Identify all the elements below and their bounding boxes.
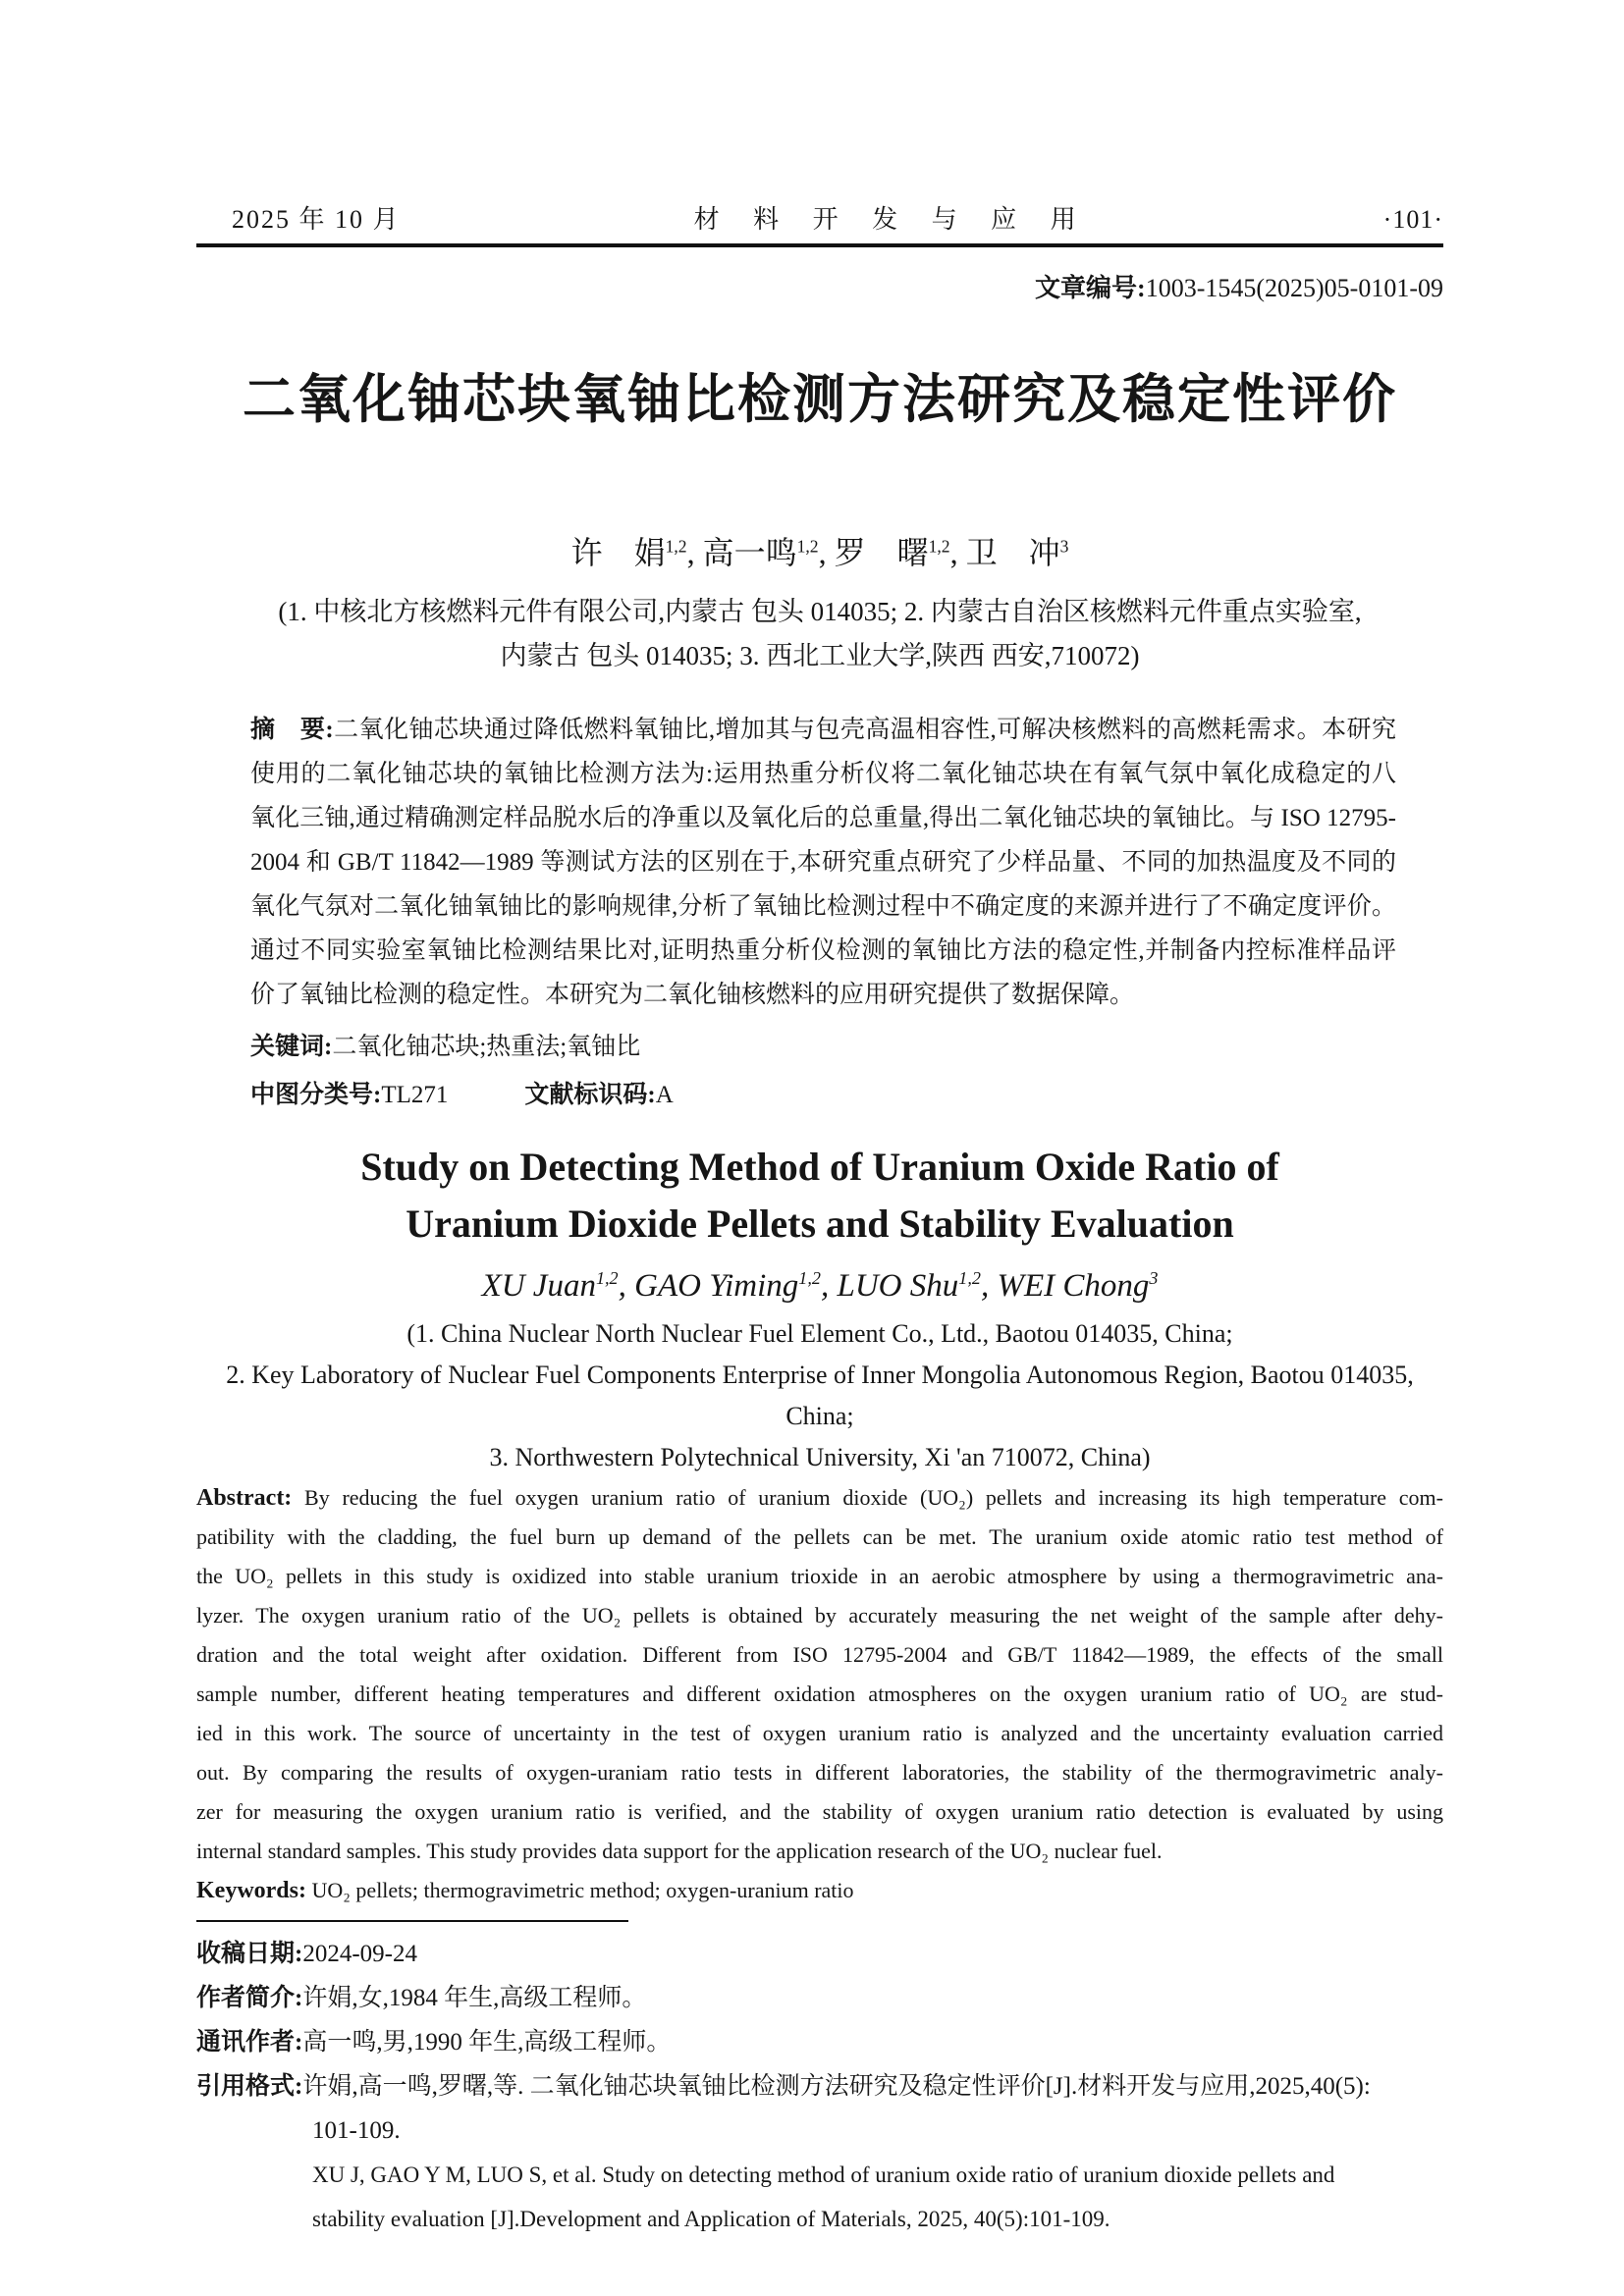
cn-author-affil-sup: 3 [1059, 536, 1069, 556]
en-author-separator: , [820, 1267, 838, 1304]
page-content [196, 202, 1443, 2241]
en-article-title [196, 1139, 1443, 1253]
cn-affiliation-line: 内蒙古 包头 014035; 3. 西北工业大学,陕西 西安,710072) [500, 640, 1140, 670]
cn-abstract-first-text: 二氧化铀芯块通过降低燃料氧铀比,增加其与包壳高温相容性,可解决核燃料的高燃耗需求。本研究 [333, 716, 1396, 743]
en-author-name: LUO Shu [837, 1267, 959, 1304]
running-head [196, 202, 1443, 247]
en-abstract-line: dration and the total weight after oxidation. Different from ISO 12795-2004 and GB/T 11842—1989, the effects of the small [196, 1641, 1443, 1667]
cn-article-title: 二氧化铀芯块氧铀比检测方法研究及稳定性评价 [243, 370, 1397, 429]
cn-author-name: 高一鸣 [702, 534, 797, 570]
corresponding-author-value: 高一鸣,男,1990 年生,高级工程师。 [302, 2028, 672, 2056]
cn-author-affil-sup: 1,2 [665, 536, 687, 556]
en-affiliation-line: 2. Key Laboratory of Nuclear Fuel Components Enterprise of Inner Mongolia Autonomous Region, Baotou 014035, China; [226, 1360, 1414, 1430]
en-author [482, 1268, 635, 1304]
en-affiliation-line: 3. Northwestern Polytechnical University, Xi 'an 710072, China) [489, 1442, 1151, 1471]
footnote-divider [196, 1920, 628, 1922]
author-bio-label: 作者简介: [196, 1984, 303, 2011]
cn-keywords-value: 二氧化铀芯块;热重法;氧铀比 [332, 1033, 641, 1060]
en-author-name: WEI Chong [997, 1267, 1150, 1304]
cn-clc-line [250, 1073, 1396, 1117]
en-affiliation-line: (1. China Nuclear North Nuclear Fuel Element Co., Ltd., Baotou 014035, China; [406, 1318, 1233, 1348]
cn-keywords-line [250, 1025, 1396, 1069]
author-bio-value: 许娟,女,1984 年生,高级工程师。 [302, 1984, 647, 2011]
en-author-name: GAO Yiming [634, 1267, 799, 1304]
en-abstract-first-text: By reducing the fuel oxygen uranium ratio of uranium dioxide (UO₂) pellets and increasing its high temperature com- [292, 1484, 1443, 1510]
en-abstract-line: out. By comparing the results of oxygen-uraniam ratio tests in different laboratories, the stability of the thermogravimetric analy- [196, 1759, 1443, 1785]
cn-author-name: 卫 冲 [965, 534, 1060, 570]
en-author-name: XU Juan [481, 1267, 596, 1304]
en-abstract-line: the UO₂ pellets in this study is oxidized into stable uranium trioxide in an aerobic atmosphere by using a thermogravimetric ana- [196, 1563, 1443, 1588]
issue-date: 2025 年 10 月 [232, 205, 401, 234]
cn-abstract-line: 氧化三铀,通过精确测定样品脱水后的净重以及氧化后的总重量,得出二氧化铀芯块的氧铀比。与 ISO 12795- [250, 804, 1396, 831]
cn-abstract-line: 氧化气氛对二氧化铀氧铀比的影响规律,分析了氧铀比检测过程中不确定度的来源并进行了不确定度评价。 [250, 892, 1396, 920]
en-author-affil-sup: 3 [1149, 1267, 1159, 1288]
en-keywords-label: Keywords: [196, 1877, 306, 1903]
en-abstract-line: lyzer. The oxygen uranium ratio of the UO₂ pellets is obtained by accurately measuring the net weight of the sample after dehy- [196, 1602, 1443, 1628]
citation-cn-line1 [196, 2064, 1443, 2109]
article-number-line [196, 273, 1443, 304]
citation-en-line2: stability evaluation [J].Development and Application of Materials, 2025, 40(5):101-109. [312, 2206, 1110, 2231]
cn-abstract-line: 2004 和 GB/T 11842—1989 等测试方法的区别在于,本研究重点研究了少样品量、不同的加热温度及不同的 [250, 848, 1396, 876]
page-number: ·101· [1382, 205, 1443, 234]
citation-label: 引用格式: [196, 2072, 303, 2100]
cn-abstract-last-line: 价了氧铀比检测的稳定性。本研究为二氧化铀核燃料的应用研究提供了数据保障。 [250, 981, 1135, 1008]
cn-abstract-label: 摘 要: [250, 716, 334, 743]
en-author-separator: , [618, 1267, 635, 1304]
cn-author-line [196, 524, 1443, 574]
cn-author-separator: , [949, 534, 958, 570]
en-author [837, 1268, 997, 1304]
en-abstract-label: Abstract: [196, 1484, 293, 1511]
cn-author-name: 许 娟 [570, 534, 666, 570]
en-author-affil-sup: 1,2 [798, 1267, 821, 1288]
en-author [634, 1268, 837, 1304]
cn-abstract-first-line [250, 708, 1396, 752]
en-author [997, 1268, 1158, 1304]
en-abstract-first-line [196, 1478, 1443, 1518]
article-number-label: 文章编号: [1035, 274, 1146, 302]
en-title-line: Uranium Dioxide Pellets and Stability Evaluation [406, 1201, 1234, 1246]
article-number-value: 1003-1545(2025)05-0101-09 [1145, 274, 1443, 302]
corresponding-author-line [196, 2020, 1443, 2064]
received-date-line [196, 1932, 1443, 1976]
cn-keywords-label: 关键词: [250, 1033, 333, 1060]
cn-abstract-line: 使用的二氧化铀芯块的氧铀比检测方法为:运用热重分析仪将二氧化铀芯块在有氧气氛中氧化成稳定的八 [250, 760, 1396, 787]
citation-cn-text: 许娟,高一鸣,罗曙,等. 二氧化铀芯块氧铀比检测方法研究及稳定性评价[J].材料开发与应用,2025,40(5): [302, 2072, 1371, 2100]
cn-author [966, 535, 1069, 570]
en-abstract-line: ied in this work. The source of uncertainty in the test of oxygen uranium ratio is analyzed and the uncertainty evaluation carried [196, 1720, 1443, 1745]
citation-en-line1: XU J, GAO Y M, LUO S, et al. Study on detecting method of uranium oxide ratio of uranium dioxide pellets and [312, 2162, 1335, 2187]
clc-label: 中图分类号: [250, 1081, 382, 1108]
journal-title: 材 料 开 发 与 应 用 [693, 205, 1090, 234]
cn-abstract-line: 通过不同实验室氧铀比检测结果比对,证明热重分析仪检测的氧铀比方法的稳定性,并制备内控标准样品评 [250, 936, 1396, 964]
cn-author-affil-sup: 1,2 [796, 536, 819, 556]
en-abstract [196, 1478, 1443, 1871]
en-keywords-line [196, 1871, 1443, 1910]
cn-affiliations [196, 590, 1443, 678]
cn-author-affil-sup: 1,2 [928, 536, 950, 556]
footnote-block [196, 1932, 1443, 2241]
cn-author-name: 罗 曙 [834, 534, 929, 570]
received-date-label: 收稿日期: [196, 1940, 303, 1967]
en-keywords-value: UO₂ pellets; thermogravimetric method; oxygen-uranium ratio [305, 1877, 854, 1902]
author-bio-line [196, 1976, 1443, 2020]
en-author-affil-sup: 1,2 [958, 1267, 981, 1288]
en-author-separator: , [980, 1267, 998, 1304]
en-title-line: Study on Detecting Method of Uranium Oxide Ratio of [360, 1144, 1279, 1189]
en-abstract-line: zer for measuring the oxygen uranium ratio is verified, and the stability of oxygen uranium ratio detection is evaluated by using [196, 1798, 1443, 1824]
en-abstract-line: patibility with the cladding, the fuel burn up demand of the pellets can be met. The uranium oxide atomic ratio test method of [196, 1523, 1443, 1549]
cn-abstract [250, 708, 1396, 1017]
en-abstract-last-line: internal standard samples. This study provides data support for the application research of the UO₂ nuclear fuel. [196, 1838, 1163, 1863]
cn-author [571, 535, 695, 570]
doc-code-label: 文献标识码: [524, 1081, 656, 1108]
corresponding-author-label: 通讯作者: [196, 2028, 303, 2056]
en-affiliations [196, 1313, 1443, 1478]
cn-author-separator: , [818, 534, 827, 570]
received-date-value: 2024-09-24 [302, 1940, 417, 1967]
doc-code-value: A [655, 1081, 674, 1108]
cn-author-separator: , [686, 534, 695, 570]
en-author-affil-sup: 1,2 [595, 1267, 619, 1288]
cn-affiliation-line: (1. 中核北方核燃料元件有限公司,内蒙古 包头 014035; 2. 内蒙古自治区核燃料元件重点实验室, [278, 596, 1362, 626]
en-abstract-line: sample number, different heating temperatures and different oxidation atmospheres on the oxygen uranium ratio of UO₂ are stud- [196, 1681, 1443, 1706]
en-author-line [196, 1256, 1443, 1308]
citation-cn-line2: 101-109. [312, 2116, 401, 2144]
cn-abstract-lines [250, 752, 1396, 973]
clc-value: TL271 [381, 1081, 449, 1108]
cn-author [835, 535, 958, 570]
en-abstract-lines [196, 1518, 1443, 1832]
cn-author [703, 535, 827, 570]
